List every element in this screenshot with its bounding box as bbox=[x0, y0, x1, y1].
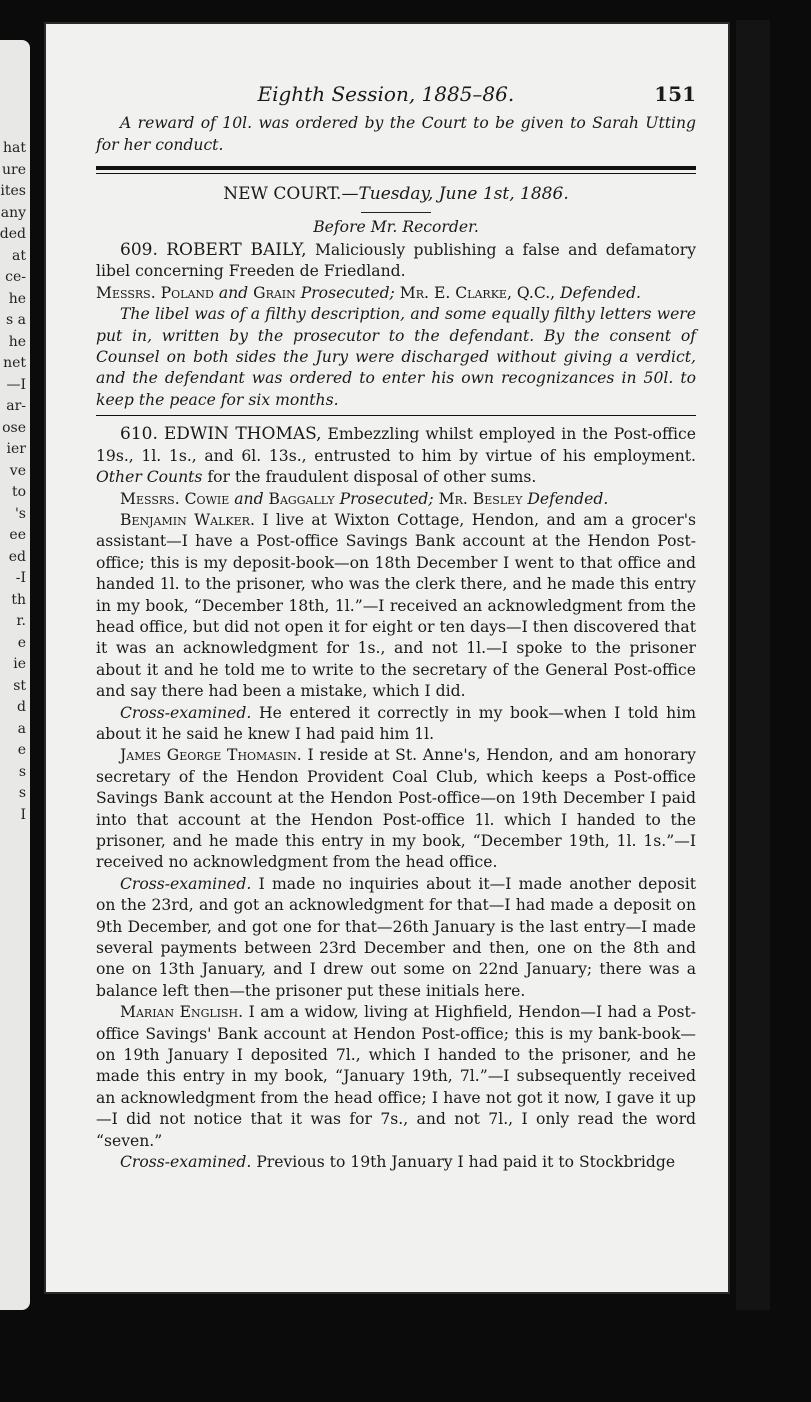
facing-page-fragment: any bbox=[0, 204, 26, 221]
facing-page-fragment: 's bbox=[14, 505, 26, 522]
facing-page-fragment: ce- bbox=[5, 269, 26, 285]
court-name: NEW COURT. bbox=[223, 184, 342, 205]
facing-page-fragment: st bbox=[13, 677, 26, 694]
reward-note: A reward of 10l. was ordered by the Court to be given to Sarah Utting for her conduct. bbox=[96, 114, 696, 154]
case-609-outcome-note: The libel was of a filthy description, and some equally filthy letters were put in, written by the prosecutor to the defendant. By the consent of Counsel on both sides the Jury were discharged without giving a verdict, and the defendant was ordered to enter his own recognizances in 50l. to keep the peace for six months. bbox=[96, 305, 696, 409]
section-rule-thick bbox=[96, 166, 696, 170]
facing-page-fragment: e bbox=[17, 742, 26, 758]
facing-page-fragment: -I bbox=[15, 570, 26, 586]
case-609-counsel: Messrs. Poland and Grain Prosecuted; Mr. E. Clarke, Q.C., Defended. bbox=[96, 283, 642, 302]
charge-text: Embezzling whilst employed in the Post-office 19s., 1l. 1s., and 6l. 13s., entrusted to him by virtue of his employment. bbox=[96, 425, 696, 465]
facing-page-fragment: hat bbox=[3, 140, 26, 156]
facing-page-fragment: ve bbox=[9, 462, 26, 479]
facing-page-fragment: s bbox=[18, 785, 26, 801]
case-divider bbox=[96, 415, 696, 416]
facing-page-fragment: at bbox=[12, 247, 26, 264]
case-610-heading: 610. EDWIN THOMAS, Embezzling whilst employed in the Post-office 19s., 1l. 1s., and 6l. 13s., entrusted to him by virtue of his employment. Other Counts for the fraudulent disposal of other sums. bbox=[96, 424, 696, 487]
page-number: 151 bbox=[654, 82, 696, 106]
facing-page-fragment: ed bbox=[8, 548, 26, 565]
facing-page-fragment: I bbox=[20, 806, 26, 823]
speaker-label: Cross-examined. bbox=[120, 703, 252, 722]
case-609-heading: 609. ROBERT BAILY, Maliciously publishing a false and defamatory libel concerning Freeden de Friedland. bbox=[96, 240, 697, 281]
testimony-text: Previous to 19th January I had paid it to Stockbridge bbox=[251, 1153, 676, 1172]
defendant-name: EDWIN THOMAS, bbox=[163, 424, 322, 445]
testimony-list bbox=[96, 510, 696, 1174]
testimony-paragraph bbox=[96, 510, 696, 703]
testimony-text: He entered it correctly in my book—when I told him about it he said he knew I had paid him 1l. bbox=[96, 703, 696, 743]
charge-text: Maliciously publishing a false and defamatory libel concerning Freeden de Friedland. bbox=[96, 241, 697, 281]
defendant-name: ROBERT BAILY, bbox=[166, 240, 307, 261]
book-spine bbox=[736, 20, 770, 1310]
case-610-counsel: Messrs. Cowie and Baggally Prosecuted; Mr. Besley Defended. bbox=[120, 489, 609, 508]
speaker-label: Cross-examined. bbox=[120, 874, 252, 893]
facing-page-fragment: ded bbox=[0, 226, 26, 242]
testimony-paragraph bbox=[96, 745, 696, 873]
heading-short-rule bbox=[361, 212, 431, 213]
court-date: —Tuesday, June 1st, 1886. bbox=[341, 184, 569, 205]
facing-page-fragment: ier bbox=[6, 441, 26, 457]
facing-page-fragment: net bbox=[3, 355, 26, 371]
facing-page-fragment: a bbox=[17, 720, 26, 737]
speaker-label: James George Thomasin. bbox=[120, 746, 302, 765]
page-header bbox=[96, 84, 696, 105]
facing-page-fragment: s bbox=[18, 763, 26, 780]
testimony-paragraph bbox=[96, 1002, 696, 1152]
facing-page-fragment: he bbox=[8, 333, 26, 350]
facing-page-fragment: e bbox=[17, 634, 26, 651]
running-title: Eighth Session, 1885–86. bbox=[257, 82, 515, 106]
facing-page-edge bbox=[0, 40, 30, 1310]
testimony-paragraph bbox=[96, 874, 696, 1002]
facing-page-fragment: ie bbox=[13, 656, 26, 672]
testimony-text: I reside at St. Anne's, Hendon, and am honorary secretary of the Hendon Provident Coal Club, which keeps a Post-office Savings Bank account at the Hendon Post-office—on 19th December I paid into that account at the Hendon Post-office 1l. which I handed to the prisoner, and he made this entry in my book, “December 19th, 1l. 1s.”—I received no acknowledgment from the head office. bbox=[96, 746, 696, 872]
facing-page-fragment: ar- bbox=[6, 398, 26, 414]
book-page bbox=[46, 24, 728, 1292]
facing-page-fragment: r. bbox=[16, 613, 26, 629]
testimony-paragraph bbox=[96, 1152, 696, 1173]
testimony-text: I live at Wixton Cottage, Hendon, and am a grocer's assistant—I have a Post-office Savings Bank account at the Hendon Post-office; this is my deposit-book—on 18th December I went to that office and handed 1l. to the prisoner, who was the clerk there, and he made this entry in my book, “December 18th, 1l.”—I received an acknowledgment from the head office, but did not open it for eight or ten days—I then discovered that it was an acknowledgment for 1s., and not 1l.—I spoke to the prisoner about it and he told me to write to the secretary of the General Post-office and say there had been a mistake, which I did. bbox=[96, 510, 697, 701]
page-text bbox=[96, 84, 696, 1174]
facing-page-fragment: ure bbox=[2, 161, 26, 178]
speaker-label: Marian English. bbox=[120, 1003, 244, 1022]
testimony-text: I made no inquiries about it—I made another deposit on the 23rd, and got an acknowledgment for that—I had made a deposit on 9th December, and got one for that—26th January is the last entry—I made several payments between 23rd December and then, one on the 8th and one on 13th January, and I drew out some on 22nd January; there was a balance left then—the prisoner put these initials here. bbox=[96, 874, 696, 1000]
section-rule-thin bbox=[96, 173, 696, 174]
facing-page-fragment: s a bbox=[6, 312, 26, 328]
speaker-label: Benjamin Walker. bbox=[120, 510, 255, 529]
facing-page-fragment: to bbox=[11, 484, 26, 500]
testimony-paragraph bbox=[96, 703, 696, 746]
speaker-label: Cross-examined. bbox=[120, 1153, 252, 1172]
facing-page-fragment: ites bbox=[0, 183, 26, 199]
testimony-text: I am a widow, living at Highfield, Hendon—I had a Post-office Savings' Bank account at Hendon Post-office; this is my bank-book—on 19th January I deposited 7l., which I handed to the prisoner, and he made this entry in my book, “January 19th, 7l.”—I subsequently received an acknowledgment from the head office; I have not got it now, I gave it up—I did not notice that it was for 7s., and not 7l., I only read the word “seven.” bbox=[96, 1003, 696, 1150]
court-heading bbox=[96, 184, 696, 205]
before-judge: Before Mr. Recorder. bbox=[313, 217, 479, 236]
facing-page-fragment: —I bbox=[6, 376, 26, 393]
facing-page-fragment: ee bbox=[9, 527, 26, 543]
facing-page-fragment: d bbox=[17, 699, 26, 715]
facing-page-fragment: th bbox=[11, 591, 26, 608]
facing-page-fragment: he bbox=[8, 290, 26, 307]
facing-page-fragment: ose bbox=[2, 419, 26, 436]
